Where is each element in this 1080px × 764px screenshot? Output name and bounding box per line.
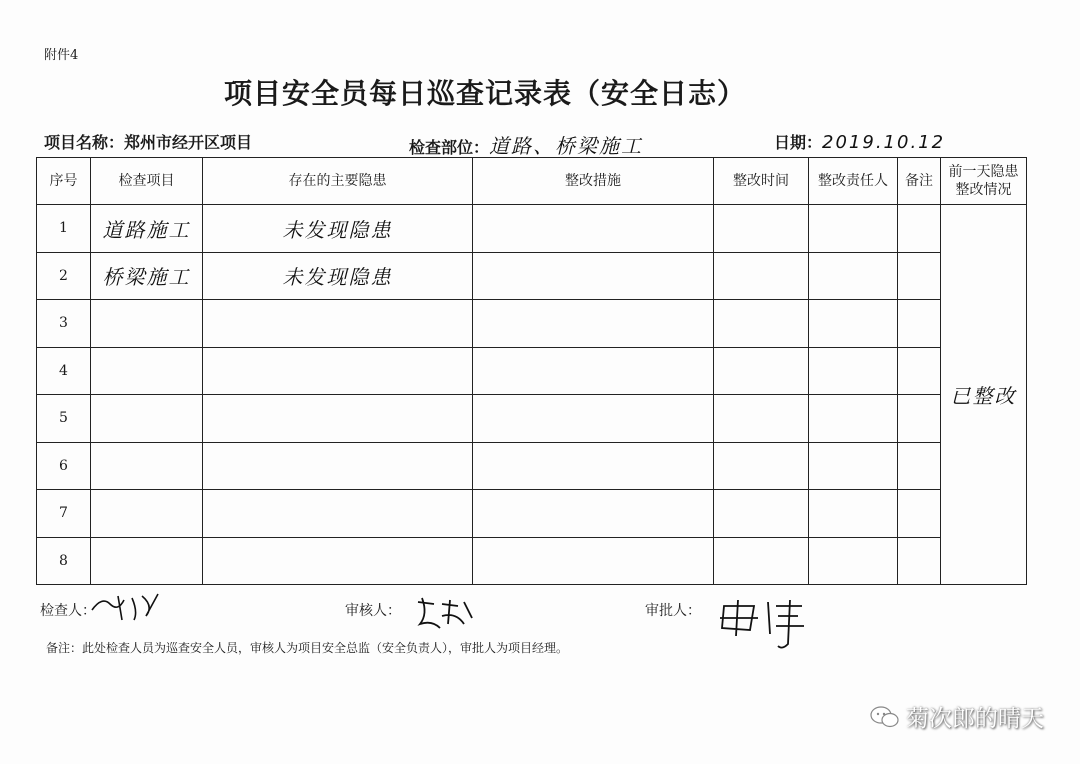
inspector-label: 检查人： (40, 603, 96, 619)
inspection-item-cell (91, 300, 203, 348)
main-hazard-cell: 未发现隐患 (203, 252, 473, 300)
inspection-location-label: 检查部位： (409, 138, 490, 157)
date-line (774, 130, 945, 153)
reviewer-label: 审核人： (345, 603, 401, 619)
inspector-signature (88, 590, 168, 626)
correction-time-cell (714, 490, 809, 538)
date-value: 2019.10.12 (822, 132, 946, 153)
correction-measure-cell (473, 442, 714, 490)
approver-signature (718, 596, 813, 652)
inspection-item-cell (91, 347, 203, 395)
main-hazard-cell (203, 442, 473, 490)
responsible-person-cell (809, 490, 898, 538)
document-title: 项目安全员每日巡查记录表（安全日志） (223, 77, 746, 110)
inspection-item-cell: 桥梁施工 (91, 252, 203, 300)
header-item: 检查项目 (91, 158, 203, 205)
correction-time-cell (714, 537, 809, 585)
table-row (37, 442, 1027, 490)
project-name-label: 项目名称： (44, 133, 125, 152)
header-previous-status: 前一天隐患 整改情况 (941, 158, 1027, 205)
approver-label: 审批人： (645, 603, 701, 619)
responsible-person-cell (809, 537, 898, 585)
reviewer-signature (412, 594, 482, 634)
table-row (37, 347, 1027, 395)
inspection-item-cell (91, 537, 203, 585)
table-header-row (37, 158, 1027, 205)
row-number-cell: 6 (37, 442, 91, 490)
inspection-location-line (409, 130, 643, 159)
remark-cell (898, 205, 941, 253)
remark-cell (898, 490, 941, 538)
remark-cell (898, 442, 941, 490)
table-row (37, 537, 1027, 585)
correction-time-cell (714, 252, 809, 300)
responsible-person-cell (809, 252, 898, 300)
correction-measure-cell (473, 537, 714, 585)
project-name-line (44, 130, 252, 153)
responsible-person-cell (809, 347, 898, 395)
chat-bubble-icon (870, 705, 900, 729)
correction-measure-cell (473, 252, 714, 300)
inspection-item-cell: 道路施工 (91, 205, 203, 253)
inspection-table (36, 157, 1027, 585)
remark-cell (898, 395, 941, 443)
main-hazard-cell (203, 537, 473, 585)
correction-measure-cell (473, 490, 714, 538)
header-hazard: 存在的主要隐患 (203, 158, 473, 205)
main-hazard-cell (203, 490, 473, 538)
responsible-person-cell (809, 395, 898, 443)
previous-day-status-cell: 已整改 (941, 205, 1027, 585)
correction-time-cell (714, 395, 809, 443)
remark-cell (898, 300, 941, 348)
responsible-person-cell (809, 300, 898, 348)
remark-cell (898, 537, 941, 585)
header-time: 整改时间 (714, 158, 809, 205)
main-hazard-cell (203, 347, 473, 395)
main-hazard-cell (203, 395, 473, 443)
row-number-cell: 7 (37, 490, 91, 538)
correction-measure-cell (473, 205, 714, 253)
correction-measure-cell (473, 300, 714, 348)
correction-time-cell (714, 205, 809, 253)
row-number-cell: 4 (37, 347, 91, 395)
responsible-person-cell (809, 205, 898, 253)
project-name-value: 郑州市经开区项目 (124, 133, 253, 152)
row-number-cell: 8 (37, 537, 91, 585)
header-measure: 整改措施 (473, 158, 714, 205)
row-number-cell: 5 (37, 395, 91, 443)
correction-time-cell (714, 442, 809, 490)
table-row (37, 205, 1027, 253)
inspection-item-cell (91, 490, 203, 538)
watermark-text: 菊次郎的晴天 (906, 706, 1044, 732)
correction-time-cell (714, 347, 809, 395)
row-number-cell: 2 (37, 252, 91, 300)
table-row (37, 300, 1027, 348)
row-number-cell: 1 (37, 205, 91, 253)
responsible-person-cell (809, 442, 898, 490)
main-hazard-cell (203, 300, 473, 348)
header-no: 序号 (37, 158, 91, 205)
inspection-location-value: 道路、桥梁施工 (489, 134, 644, 158)
row-number-cell: 3 (37, 300, 91, 348)
inspection-item-cell (91, 395, 203, 443)
inspection-item-cell (91, 442, 203, 490)
table-row (37, 490, 1027, 538)
correction-time-cell (714, 300, 809, 348)
table-row (37, 252, 1027, 300)
table-row (37, 395, 1027, 443)
watermark (870, 700, 1044, 733)
attachment-label: 附件4 (44, 48, 79, 63)
correction-measure-cell (473, 347, 714, 395)
remark-cell (898, 347, 941, 395)
footnote: 备注：此处检查人员为巡查安全人员，审核人为项目安全总监（安全负责人），审批人为项目经理。 (46, 641, 569, 655)
correction-measure-cell (473, 395, 714, 443)
date-label: 日期： (774, 133, 823, 152)
main-hazard-cell: 未发现隐患 (203, 205, 473, 253)
header-remark: 备注 (898, 158, 941, 205)
header-person: 整改责任人 (809, 158, 898, 205)
remark-cell (898, 252, 941, 300)
